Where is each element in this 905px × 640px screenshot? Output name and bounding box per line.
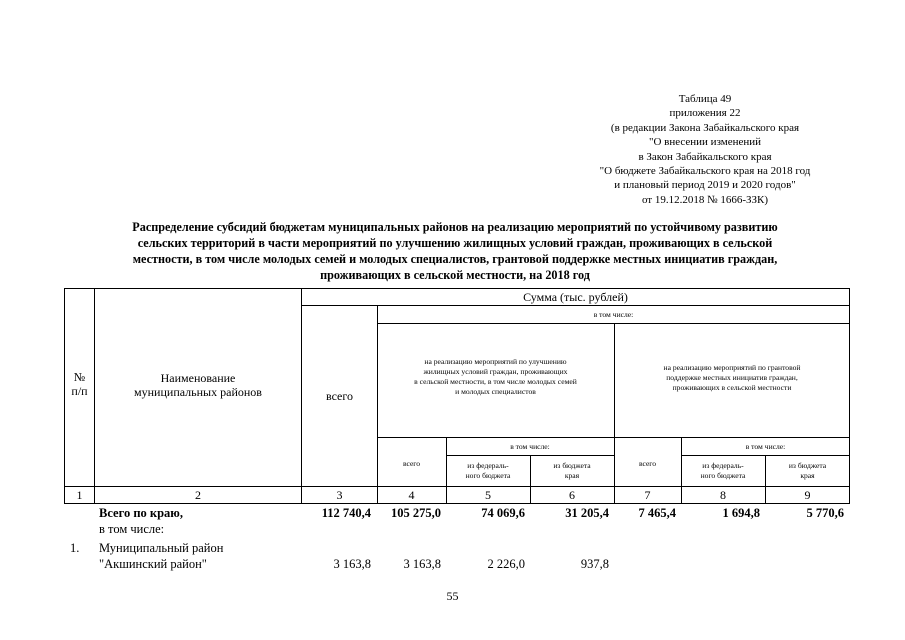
title-line: местности, в том числе молодых семей и молодых специалистов, грантовой поддержке местных инициатив граждан, xyxy=(132,252,778,266)
row-name: Всего по краю, xyxy=(99,506,183,520)
column-number: 9 xyxy=(804,488,811,502)
row-number: 1. xyxy=(70,541,80,555)
header-line: и плановый период 2019 и 2020 годов" xyxy=(614,179,796,192)
column-number: 3 xyxy=(336,488,343,502)
cell-value: 7 465,4 xyxy=(638,506,676,520)
row-name: "Акшинский район" xyxy=(99,557,207,571)
grid-line xyxy=(64,486,850,487)
subheader-total-housing: всего xyxy=(402,459,421,468)
header-line: (в редакции Закона Забайкальского края xyxy=(610,121,800,134)
in-that-number-label: в том числе: xyxy=(593,310,634,319)
subheader-total-grants: всего xyxy=(638,459,657,468)
cell-value: 3 163,8 xyxy=(333,557,371,571)
header-line: приложения 22 xyxy=(669,107,741,120)
header-line: в Закон Забайкальского края xyxy=(638,150,772,163)
column-header-name: Наименование муниципальных районов xyxy=(134,371,262,399)
row-name: Муниципальный район xyxy=(99,541,224,555)
column-header-total: всего xyxy=(325,389,354,403)
document-title xyxy=(60,219,850,283)
page-number: 55 xyxy=(446,589,459,603)
subheader-in-that-number-grants: в том числе: xyxy=(745,442,786,451)
title-line: Распределение субсидий бюджетам муниципальных районов на реализацию мероприятий по устойчивому развитию xyxy=(132,220,778,234)
column-number: 8 xyxy=(720,488,726,502)
group-header-grants: на реализацию мероприятий по грантовой поддержке местных инициатив граждан, проживающих в сельской местности xyxy=(663,363,801,392)
cell-value: 105 275,0 xyxy=(391,506,441,520)
column-number: 5 xyxy=(485,488,491,502)
table-reference-header xyxy=(540,92,870,207)
subheader-federal-housing: из федераль- ного бюджета xyxy=(465,461,511,480)
cell-value: 74 069,6 xyxy=(481,506,525,520)
header-line: Таблица 49 xyxy=(678,93,732,105)
cell-value: 3 163,8 xyxy=(403,557,441,571)
subheader-regional-grants: из бюджета края xyxy=(788,461,827,480)
header-line: "О бюджете Забайкальского края на 2018 год xyxy=(599,165,811,178)
cell-value: 31 205,4 xyxy=(565,506,609,520)
column-number: 2 xyxy=(195,488,201,502)
header-line: "О внесении изменений xyxy=(648,136,762,149)
column-number: 6 xyxy=(569,488,575,502)
column-number: 1 xyxy=(76,488,83,502)
column-header-number: № п/п xyxy=(71,370,88,398)
cell-value: 937,8 xyxy=(580,557,609,571)
title-line: сельских территорий в части мероприятий по улучшению жилищных условий граждан, проживающих в сельской xyxy=(137,236,773,250)
grid-line xyxy=(301,305,850,306)
including-label: в том числе: xyxy=(99,522,165,536)
subheader-federal-grants: из федераль- ного бюджета xyxy=(700,461,746,480)
grid-line xyxy=(377,305,378,504)
title-line: проживающих в сельской местности, на 2018 год xyxy=(320,268,590,282)
header-line: от 19.12.2018 № 1666-ЗЗК) xyxy=(641,193,769,206)
column-number: 4 xyxy=(408,488,415,502)
grid-line xyxy=(64,288,850,289)
sum-header: Сумма (тыс. рублей) xyxy=(523,290,628,304)
group-header-housing: на реализацию мероприятий по улучшению жилищных условий граждан, проживающих в сельской местности, в том числе молодых семей и молодых специалистов xyxy=(414,357,577,396)
subheader-in-that-number-housing: в том числе: xyxy=(510,442,550,451)
grid-line xyxy=(64,503,850,504)
cell-value: 5 770,6 xyxy=(806,506,844,520)
cell-value: 112 740,4 xyxy=(321,506,371,520)
cell-value: 2 226,0 xyxy=(487,557,525,571)
subheader-regional-housing: из бюджета края xyxy=(553,461,591,480)
column-number: 7 xyxy=(644,488,651,502)
grid-line xyxy=(614,323,615,504)
cell-value: 1 694,8 xyxy=(722,506,760,520)
